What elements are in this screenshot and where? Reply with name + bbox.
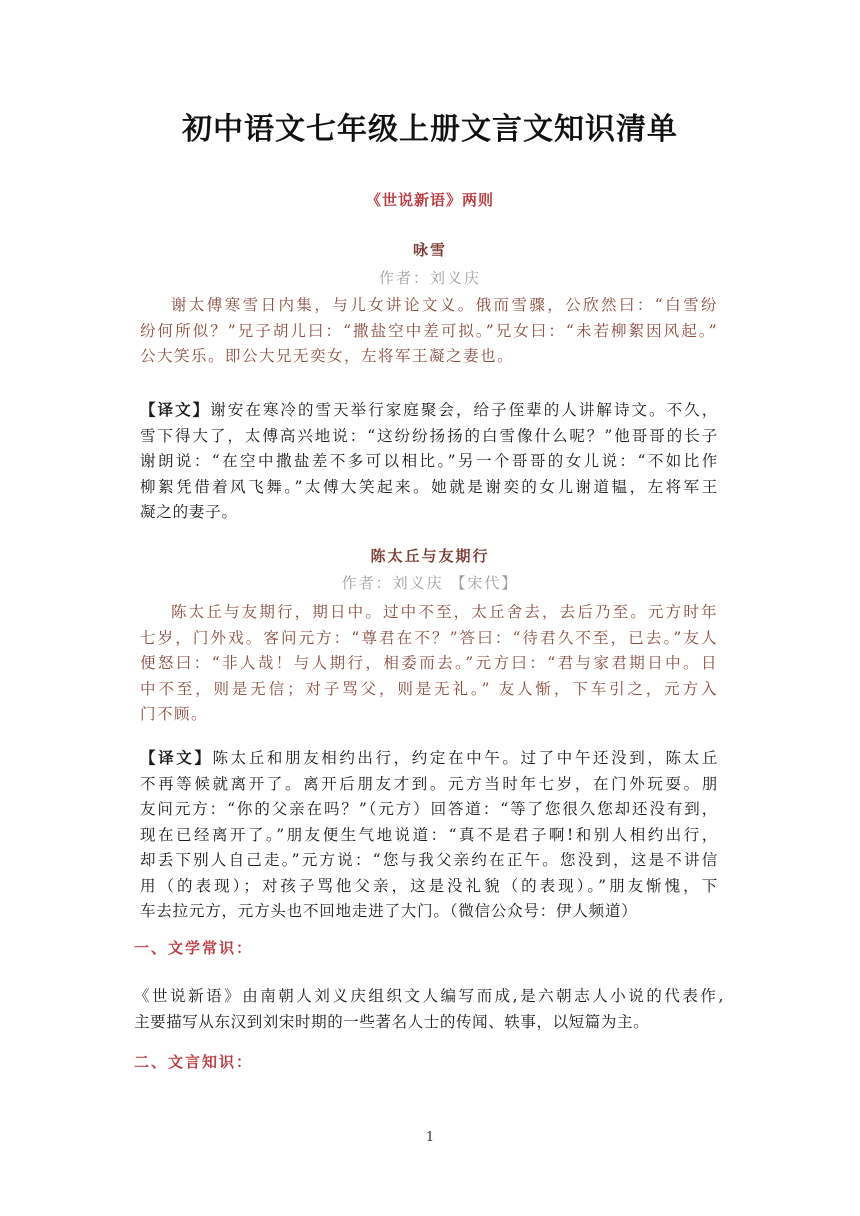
- article-title-chentaiqiu: 陈太丘与友期行: [370, 547, 490, 565]
- author-line-chentaiqiu: [0, 572, 860, 593]
- translation-chentaiqiu: [140, 745, 718, 925]
- text-line: 门不顾。: [140, 705, 209, 723]
- translation-text: 陈太丘和朋友相约出行，约定在中午。过了中午还没到，陈太丘: [212, 749, 719, 767]
- text-line: 《世说新语》由南朝人刘义庆组织文人编写而成,是六朝志人小说的代表作,: [134, 987, 724, 1005]
- text-line: 中不至，则是无信；对子骂父，则是无礼。” 友人惭，下车引之，元方入: [140, 679, 718, 698]
- text-line: 公大笑乐。即公大兄无奕女，左将军王凝之妻也。: [140, 347, 515, 365]
- text-line: 谢太傅寒雪日内集，与儿女讲论文义。俄而雪骤，公欣然曰：“白雪纷: [171, 296, 718, 314]
- heading-classical-knowledge: 二、文言知识：: [134, 1053, 254, 1071]
- text-line: 谢朗说：“在空中撒盐差不多可以相比。”另一个哥哥的女儿说：“不如比作: [140, 452, 718, 470]
- translation-yongxue: [140, 397, 718, 526]
- article-title-yongxue: 咏雪: [412, 241, 447, 259]
- text-line: 用（的表现）；对孩子骂他父亲，这是没礼貌（的表现）。”朋友惭愧，下: [140, 876, 718, 895]
- author-name: 作者：刘义庆: [341, 574, 444, 592]
- heading-literary-knowledge: 一、文学常识：: [134, 939, 254, 957]
- text-line: 不再等候就离开了。离开后朋友才到。元方当时年七岁，在门外玩耍。朋: [140, 774, 718, 793]
- text-line: 纷何所似？”兄子胡儿曰：“撒盐空中差可拟。”兄女曰：“未若柳絮因风起。”: [140, 321, 718, 340]
- text-line: 七岁，门外戏。客问元方：“尊君在不？”答曰：“待君久不至，已去。”友人: [140, 628, 718, 647]
- text-line: 柳絮凭借着风飞舞。”太傅大笑起来。她就是谢奕的女儿谢道韫，左将军王: [140, 477, 718, 496]
- text-line: 雪下得大了，太傅高兴地说：“这纷纷扬扬的白雪像什么呢？”他哥哥的长子: [140, 426, 718, 445]
- text-line: 友问元方：“你的父亲在吗？”（元方）回答道：“等了您很久您却还没有到，: [140, 800, 718, 818]
- text-line: 便怒曰：“非人哉！与人期行，相委而去。”元方曰：“君与家君期日中。日: [140, 654, 718, 672]
- dynasty-label: 【宋代】: [450, 574, 519, 592]
- text-line: [140, 745, 718, 772]
- section-title: 《世说新语》两则: [365, 191, 494, 209]
- translation-text: 谢安在寒冷的雪天举行家庭聚会，给子侄辈的人讲解诗文。不久，: [210, 401, 719, 419]
- original-text-yongxue: [140, 293, 718, 370]
- translation-tag: 【译文】: [140, 748, 213, 767]
- text-line: 凝之的妻子。: [140, 503, 238, 521]
- original-text-chentaiqiu: [140, 600, 718, 728]
- translation-tag: 【译文】: [140, 400, 211, 419]
- literary-knowledge-text: [134, 984, 724, 1035]
- text-line: 车去拉元方，元方头也不回地走进了大门。（微信公众号：伊人频道）: [140, 902, 638, 920]
- document-title: 初中语文七年级上册文言文知识清单: [182, 112, 678, 147]
- text-line: 陈太丘与友期行，期日中。过中不至，太丘舍去，去后乃至。元方时年: [171, 603, 718, 621]
- text-line: 却丢下别人自己走。”元方说：“您与我父亲约在正午。您没到，这是不讲信: [140, 851, 718, 869]
- text-line: 主要描写从东汉到刘宋时期的一些著名人士的传闻、轶事，以短篇为主。: [134, 1012, 650, 1031]
- page-number: 1: [425, 1130, 435, 1145]
- author-line-yongxue: 作者：刘义庆: [378, 269, 481, 287]
- text-line: [140, 397, 718, 424]
- text-line: 现在已经离开了。”朋友便生气地说道：“真不是君子啊!和别人相约出行，: [140, 825, 718, 844]
